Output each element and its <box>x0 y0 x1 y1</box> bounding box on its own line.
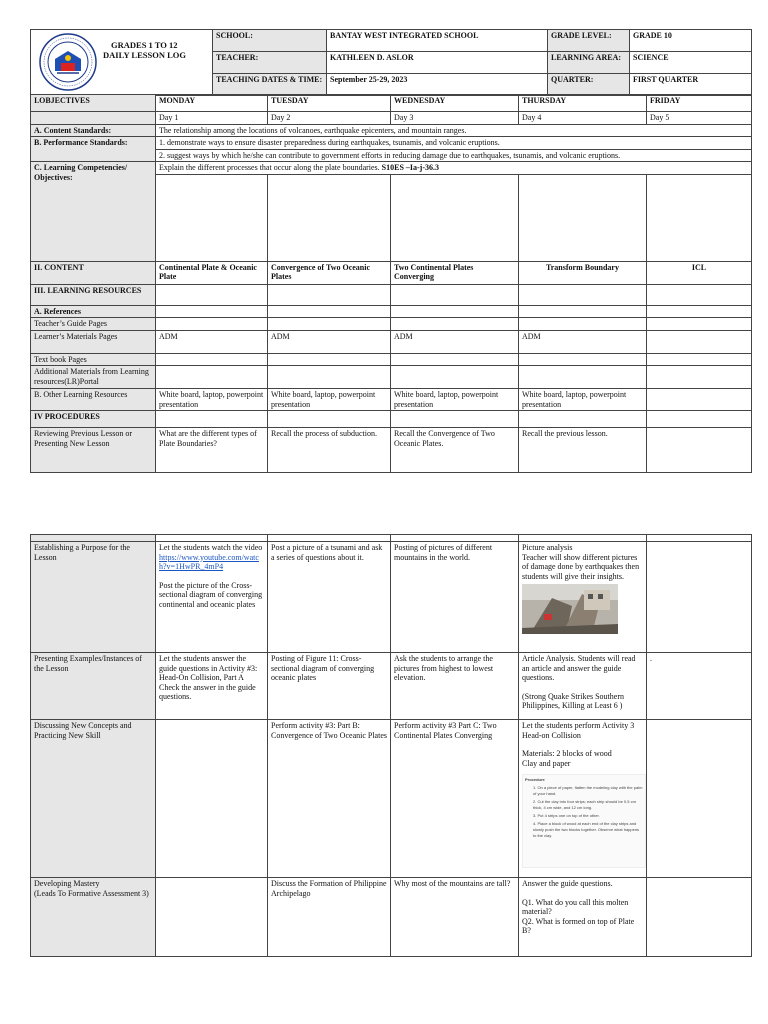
mastery-thursday-questions: Q1. What do you call this molten material? Q2. What is formed on top of Plate B? <box>522 897 635 935</box>
tg-label: Teacher’s Guide Pages <box>31 318 156 331</box>
empty-cell <box>647 535 752 542</box>
school-label: SCHOOL: <box>213 30 327 52</box>
procedure-step: 1. On a piece of paper, flatten the modeling clay with the palm of your hand. <box>533 785 643 796</box>
empty-cell <box>647 353 752 366</box>
quarter-label: QUARTER: <box>548 74 630 96</box>
empty-cell <box>156 353 268 366</box>
lm-thursday: ADM <box>519 330 647 353</box>
school-value: BANTAY WEST INTEGRATED SCHOOL <box>327 30 548 52</box>
empty-cell <box>391 353 519 366</box>
logo-cell <box>31 30 213 96</box>
competency-code: S10ES –Ia-j-36.3 <box>381 163 440 172</box>
examples-label: Presenting Examples/Instances of the Lesson <box>31 653 156 720</box>
grade-label: GRADE LEVEL: <box>548 30 630 52</box>
other-resources-label: B. Other Learning Resources <box>31 389 156 411</box>
procedure-step: 4. Place a block of wood at each end of the clay strips and slowly push the two blocks together. Observe what happens to the clay. <box>533 821 640 838</box>
empty-cell <box>156 720 268 878</box>
empty-cell <box>268 174 391 261</box>
content-thursday: Transform Boundary <box>519 261 647 284</box>
procedure-step: 3. Put 4 strips one on top of the other. <box>533 813 600 818</box>
content-tuesday: Convergence of Two Oceanic Plates <box>268 261 391 284</box>
dates-value: September 25-29, 2023 <box>327 74 548 96</box>
area-label: LEARNING AREA: <box>548 52 630 74</box>
performance-standards-label: B. Performance Standards: <box>31 137 156 162</box>
lm-monday: ADM <box>156 330 268 353</box>
empty-cell <box>647 305 752 318</box>
purpose-thursday <box>519 542 647 653</box>
procedure-title: Procedure <box>525 777 545 782</box>
mastery-tuesday: Discuss the Formation of Philippine Archipelago <box>268 878 391 957</box>
discussing-wednesday: Perform activity #3 Part C: Two Continental Plates Converging <box>391 720 519 878</box>
empty-cell <box>519 305 647 318</box>
content-friday: ICL <box>647 261 752 284</box>
empty-cell <box>268 535 391 542</box>
content-label: II. CONTENT <box>31 261 156 284</box>
empty-cell <box>519 174 647 261</box>
empty-cell <box>391 318 519 331</box>
examples-thursday-text: Article Analysis. Students will read an article and answer the guide questions. <box>522 654 636 682</box>
empty-cell <box>647 318 752 331</box>
discussing-tuesday: Perform activity #3: Part B: Convergence of Two Oceanic Plates <box>268 720 391 878</box>
examples-thursday <box>519 653 647 720</box>
empty-cell <box>156 174 268 261</box>
empty-cell <box>391 535 519 542</box>
purpose-tuesday: Post a picture of a tsunami and ask a series of questions about it. <box>268 542 391 653</box>
empty-cell <box>268 411 391 428</box>
discussing-thursday-text: Let the students perform Activity 3 Head-on Collision <box>522 721 635 740</box>
empty-cell <box>647 542 752 653</box>
empty-cell <box>156 366 268 389</box>
other-tuesday: White board, laptop, powerpoint presentation <box>268 389 391 411</box>
header-table <box>30 29 752 96</box>
examples-monday: Let the students answer the guide questions in Activity #3: Head-On Collision, Part A Check the answer in the guide questions. <box>156 653 268 720</box>
empty-cell <box>519 535 647 542</box>
lm-label: Learner’s Materials Pages <box>31 330 156 353</box>
lesson-table-page1 <box>30 94 752 473</box>
performance-standards-2: 2. suggest ways by which he/she can contribute to government efforts in reducing damage due to earthquakes, tsunamis, and volcanic eruptions. <box>156 149 752 162</box>
purpose-monday <box>156 542 268 653</box>
performance-standards-1: 1. demonstrate ways to ensure disaster preparedness during earthquakes, tsunamis, and volcanic eruptions. <box>156 137 752 150</box>
other-monday: White board, laptop, powerpoint presentation <box>156 389 268 411</box>
other-wednesday: White board, laptop, powerpoint presentation <box>391 389 519 411</box>
friday-header: FRIDAY <box>647 95 752 112</box>
review-friday <box>647 428 752 473</box>
mastery-thursday <box>519 878 647 957</box>
review-thursday: Recall the previous lesson. <box>519 428 647 473</box>
mastery-thursday-text: Answer the guide questions. <box>522 879 613 888</box>
empty-cell <box>519 353 647 366</box>
lm-wednesday: ADM <box>391 330 519 353</box>
empty-cell <box>647 366 752 389</box>
empty-cell <box>268 284 391 305</box>
empty-cell <box>391 174 519 261</box>
quarter-value: FIRST QUARTER <box>630 74 752 96</box>
grade-value: GRADE 10 <box>630 30 752 52</box>
empty-cell <box>391 305 519 318</box>
examples-tuesday: Posting of Figure 11: Cross-sectional diagram of converging oceanic plates <box>268 653 391 720</box>
day-label: Day 2 <box>268 112 391 125</box>
empty-cell <box>647 411 752 428</box>
lesson-table-page2 <box>30 534 752 957</box>
empty-cell <box>647 720 752 878</box>
mastery-label: Developing Mastery (Leads To Formative Assessment 3) <box>31 878 156 957</box>
empty-cell <box>268 366 391 389</box>
empty-cell <box>647 174 752 261</box>
thursday-header: THURSDAY <box>519 95 647 112</box>
teacher-value: KATHLEEN D. ASLOR <box>327 52 548 74</box>
empty-cell <box>647 878 752 957</box>
empty-cell <box>156 878 268 957</box>
purpose-monday-text-2: Post the picture of the Cross-sectional diagram of converging continental and oceanic plates <box>159 580 263 609</box>
empty-cell <box>519 366 647 389</box>
review-label: Reviewing Previous Lesson or Presenting New Lesson <box>31 428 156 473</box>
wednesday-header: WEDNESDAY <box>391 95 519 112</box>
purpose-thursday-text: Picture analysis Teacher will show different pictures of damage done by earthquakes then students will give their insights. <box>522 543 640 581</box>
review-monday: What are the different types of Plate Boundaries? <box>156 428 268 473</box>
purpose-wednesday: Posting of pictures of different mountains in the world. <box>391 542 519 653</box>
procedures-label: IV PROCEDURES <box>31 411 156 428</box>
empty-cell <box>647 284 752 305</box>
deped-seal-icon <box>39 33 97 91</box>
empty-cell <box>156 305 268 318</box>
teacher-label: TEACHER: <box>213 52 327 74</box>
review-wednesday: Recall the Convergence of Two Oceanic Plates. <box>391 428 519 473</box>
examples-wednesday: Ask the students to arrange the pictures from highest to lowest elevation. <box>391 653 519 720</box>
video-link[interactable]: https://www.youtube.com/watch?v=1HwPR_4mP4 <box>159 552 259 571</box>
references-label: A. References <box>31 305 156 318</box>
empty-cell <box>268 318 391 331</box>
procedure-step: 2. Cut the clay into four strips; each strip should be 0.5 cm thick, 4 cm wide, and 12 cm long. <box>533 799 636 810</box>
day-label: Day 4 <box>519 112 647 125</box>
empty-cell <box>156 411 268 428</box>
dates-label: TEACHING DATES & TIME: <box>213 74 327 96</box>
school-type: GRADES 1 TO 12 DAILY LESSON LOG <box>103 40 186 60</box>
purpose-monday-text: Let the students watch the video <box>159 543 263 552</box>
day-row-label <box>31 112 156 125</box>
additional-label: Additional Materials from Learning resources(LR)Portal <box>31 366 156 389</box>
day-label: Day 3 <box>391 112 519 125</box>
competency-label: C. Learning Competencies/ Objectives: <box>31 162 156 262</box>
other-thursday: White board, laptop, powerpoint presentation <box>519 389 647 411</box>
purpose-label: Establishing a Purpose for the Lesson <box>31 542 156 653</box>
day-label: Day 1 <box>156 112 268 125</box>
other-friday <box>647 389 752 411</box>
empty-cell <box>31 535 156 542</box>
empty-cell <box>519 284 647 305</box>
day-label: Day 5 <box>647 112 752 125</box>
empty-cell <box>156 318 268 331</box>
objectives-header: I.OBJECTIVES <box>31 95 156 112</box>
textbook-label: Text book Pages <box>31 353 156 366</box>
monday-header: MONDAY <box>156 95 268 112</box>
discussing-label: Discussing New Concepts and Practicing New Skill <box>31 720 156 878</box>
empty-cell <box>391 284 519 305</box>
mastery-wednesday: Why most of the mountains are tall? <box>391 878 519 957</box>
content-monday: Continental Plate & Oceanic Plate <box>156 261 268 284</box>
lm-tuesday: ADM <box>268 330 391 353</box>
procedure-image <box>522 774 646 868</box>
empty-cell <box>391 411 519 428</box>
empty-cell <box>391 366 519 389</box>
tuesday-header: TUESDAY <box>268 95 391 112</box>
area-value: SCIENCE <box>630 52 752 74</box>
materials-text: Materials: 2 blocks of wood Clay and paper <box>522 749 612 768</box>
resources-label: III. LEARNING RESOURCES <box>31 284 156 305</box>
empty-cell <box>268 353 391 366</box>
discussing-thursday <box>519 720 647 878</box>
empty-cell <box>519 411 647 428</box>
empty-cell <box>268 305 391 318</box>
examples-friday: . <box>647 653 752 720</box>
earthquake-damage-photo <box>522 584 618 634</box>
examples-thursday-article: (Strong Quake Strikes Southern Philippines, Killing at Least 6 ) <box>522 691 624 710</box>
lm-friday <box>647 330 752 353</box>
empty-cell <box>156 284 268 305</box>
competency-value: Explain the different processes that occur along the plate boundaries. S10ES –Ia-j-36.3 <box>156 162 752 175</box>
content-standards-label: A. Content Standards: <box>31 124 156 137</box>
empty-cell <box>156 535 268 542</box>
empty-cell <box>519 318 647 331</box>
content-wednesday: Two Continental Plates Converging <box>391 261 519 284</box>
content-standards-value: The relationship among the locations of volcanoes, earthquake epicenters, and mountain ranges. <box>156 124 752 137</box>
review-tuesday: Recall the process of subduction. <box>268 428 391 473</box>
